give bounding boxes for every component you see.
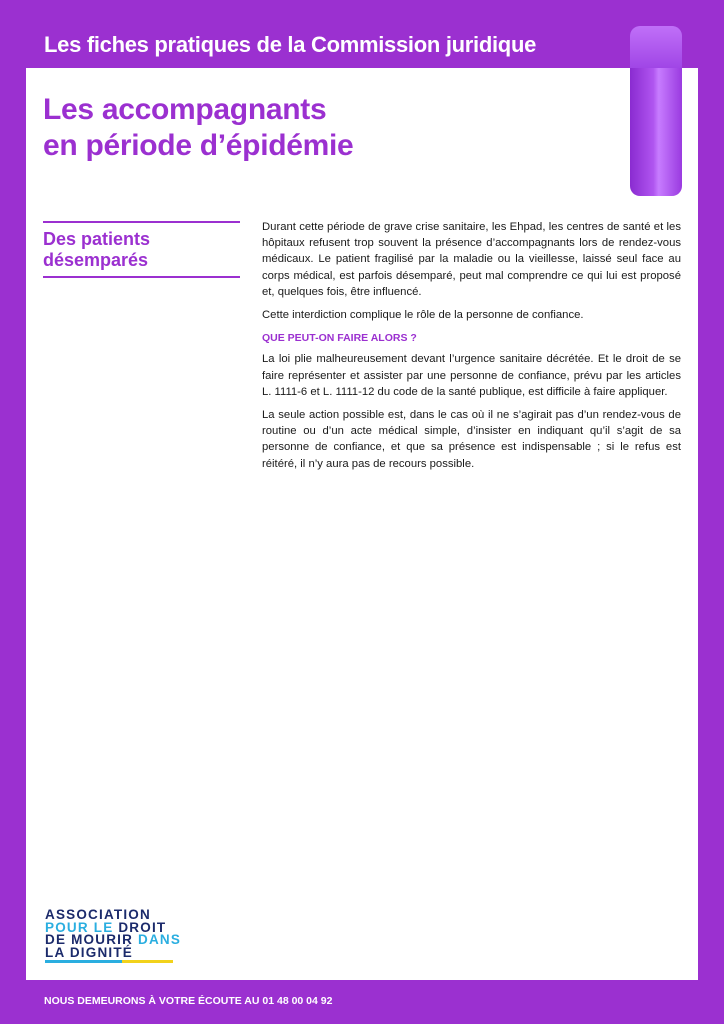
decorative-tab <box>630 26 682 196</box>
association-logo <box>45 909 181 963</box>
footer-contact: NOUS DEMEURONS À VOTRE ÉCOUTE AU 01 48 00 04 92 <box>44 995 333 1007</box>
logo-line-3a: DE MOURIR <box>45 932 134 947</box>
page-title <box>43 92 353 164</box>
subheading: QUE PEUT-ON FAIRE ALORS ? <box>262 332 417 345</box>
logo-line-2a: POUR LE <box>45 919 114 935</box>
logo-line-1: ASSOCIATION <box>45 907 151 922</box>
logo-line-2b: DROIT <box>118 919 167 935</box>
section-heading-line-1: Des patients <box>43 229 151 249</box>
body-text <box>262 219 681 479</box>
logo-line-3b: DANS <box>138 932 182 947</box>
paragraph-1: Durant cette période de grave crise sanitaire, les Ehpad, les centres de santé et les hôpitaux refusent trop souvent la présence d’accompagnants lors de rendez-vous médicaux. Le patient fragilisé par la maladie ou la vieillesse, laissé seul face au corps médical, est parfois désemparé, peut mal comprendre ce qui lui est proposé et, quelques fois, être influencé. <box>262 221 681 298</box>
paragraph-2: Cette interdiction complique le rôle de la personne de confiance. <box>262 309 584 322</box>
paragraph-3: La loi plie malheureusement devant l’urgence sanitaire décrétée. Et le droit de se faire représenter et assister par une personne de confiance, prévu par les articles L. 1111-6 et L. 1111-12 du code de la santé publique, est difficile à faire appliquer. <box>262 353 681 398</box>
decorative-tab-top <box>630 26 682 68</box>
logo-line-4: LA DIGNITÉ <box>45 944 133 960</box>
header-title: Les fiches pratiques de la Commission juridique <box>44 32 537 57</box>
section-heading <box>43 229 240 271</box>
section-rule-bottom <box>43 276 240 278</box>
section-heading-line-2: désemparés <box>43 250 149 270</box>
page-title-line-1: Les accompagnants <box>43 93 327 126</box>
content-panel <box>26 68 698 980</box>
paragraph-4: La seule action possible est, dans le cas où il ne s’agirait pas d’un rendez-vous de routine ou d’un acte médical simple, d’insister en indiquant qu’il s’agit de sa personne de confiance, et que sa présence est indispensable ; si le refus est réitéré, il n’y aura pas de recours possible. <box>262 409 681 470</box>
logo-underline <box>45 960 173 963</box>
page-title-line-2: en période d’épidémie <box>43 129 354 162</box>
section-rule-top <box>43 221 240 223</box>
